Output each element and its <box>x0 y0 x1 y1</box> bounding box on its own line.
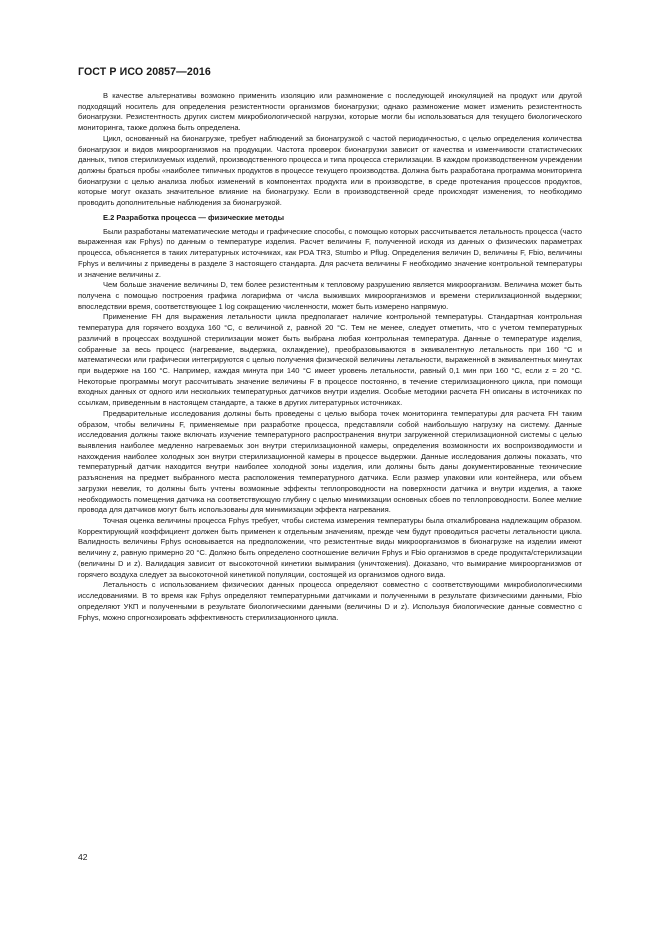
page-number: 42 <box>78 852 88 862</box>
paragraph: Предварительные исследования должны быть проведены с целью выбора точек мониторинга температуры для расчета FH таким образом, чтобы величины F, применяемые при разработке процесса, представляли собой наибольшую нагрузку на систему. Данные исследования должны также включать изучение температурного распространения внутри загруженной стерилизационной системы с целью выявления наиболее медленно нагреваемых зон внутри стерилизационной камеры, определения возможности их воспроизводимости и нахождения наиболее холодных зон внутри стерилизационной камеры в процессе выдержки. Данные исследования должны показать, что температурный датчик находится внутри наиболее холодной зоны изделия, или должны быть даны документированные технические разъяснения на предмет выбранного места расположения температурного датчика. Если размер упаковки или контейнера, или объем загрузки невелик, то должны быть учтены возможные эффекты теплопроводности на поверхности датчика и внутри изделия, а также необходимость помещения датчика на соответствующую глубину с целью минимизации основных сбоев по теплопроводности. Более мелкие провода для датчиков могут быть использованы для минимизации эффекта нагревания. <box>78 408 582 515</box>
document-body <box>78 91 582 623</box>
paragraph: Цикл, основанный на бионагрузке, требует наблюдений за бионагрузкой с частой периодичностью, с целью определения количества бионагрузок и видов микроорганизмов на продукции. Частота проверок бионагрузки зависит от качества и изменчивости статистических данных, типов стерилизуемых изделий, производственного процесса и типа процесса стерилизации. В каждом производственном учреждении должны браться пробы «наиболее типичных продуктов в процессе текущего производства. Должна быть разработана программа мониторинга бионагрузки с целью анализа любых изменений в компонентах продукта или в производстве, в среде протекания процессов продуктов, которые могут оказать значительное влияние на бионагрузку. Если в производственной среде происходят изменения, то необходимо проводить дополнительные наблюдения за бионагрузкой. <box>78 133 582 208</box>
page-title: ГОСТ Р ИСО 20857—2016 <box>78 66 211 78</box>
paragraph: Чем больше значение величины D, тем более резистентным к тепловому разрушению является микроорганизм. Величина может быть получена с помощью построения графика логарифма от числа выживших микроорганизмов и времени стерилизационной выдержки; впоследствии время, соответствующее 1 log сокращению численности, может быть измерено напрямую. <box>78 280 582 311</box>
paragraph: В качестве альтернативы возможно применить изоляцию или размножение с последующей инокуляцией на продукт или другой подходящий носитель для определения резистентности организмов бионагрузки; однако размножение может изменить резистентность бионагрузки. Резистентность других систем микробиологической нагрузки, которые могли бы использоваться для текущего биологического мониторинга, также должна быть определена. <box>78 91 582 133</box>
paragraph: Точная оценка величины процесса Fphys требует, чтобы система измерения температуры была откалибрована надлежащим образом. Корректирующий коэффициент должен быть применен к отдельным значениям, прежде чем будут проводиться расчеты летальности цикла. Валидность величины Fphys основывается на предположении, что резистентные виды микроорганизмов в бионагрузке на изделии имеют величину z, равную примерно 20 °С. Должно быть определено соотношение величин Fphys и Fbio организмов в среде продукта/стерилизации (величины D и z). Валидация зависит от высокоточной кинетики вымирания (уничтожения). Доказано, что вымирание микроорганизмов от горячего воздуха следует за высокоточной кинетикой популяции, состоящей из организмов одного вида. <box>78 516 582 579</box>
section-heading: Е.2 Разработка процесса — физические методы <box>103 212 285 222</box>
paragraph: Летальность с использованием физических данных процесса определяют совместно с соответствующими микробиологическими исследованиями. В то время как Fphys определяют температурными датчиками и полученными в результате физическими данными, Fbio определяют УКП и полученными в результате биологическими данными (величины D и z). Используя биологические данные совместно с Fphys, можно спрогнозировать эффективность стерилизационного цикла. <box>78 580 582 622</box>
paragraph: Применение FH для выражения летальности цикла предполагает наличие контрольной температуры. Стандартная контрольная температура для горячего воздуха 160 °С, с величиной z, равной 20 °С. Тем не менее, следует отметить, что с учетом температурных различий в процессах воздушной стерилизации может быть выбрана любая контрольная температура. Данные о температуре изделия, собранные за весь процесс (нагревание, выдержка, охлаждение), преобразовываются в эквивалентную летальность при 160 °С и математически или графически интегрируются с целью получения физической величины летальности, выраженной в эквивалентных минутах при выдержке на 160 °С. Например, каждая минута при 140 °С имеет уровень летальности, равный 0,1 мин при 160 °С, если z = 20 °С. Некоторые программы могут рассчитывать значение величины F в процессе постоянно, в течение стерилизационного цикла, при помощи входных данных от одного или нескольких температурных датчиков внутри изделия. Особые методики расчета FH описаны в источниках по ссылкам, приведенным в настоящем стандарте, а также в других литературных источниках. <box>78 312 582 408</box>
paragraph: Были разработаны математические методы и графические способы, с помощью которых рассчитывается летальность процесса (часто выраженная как Fphys) по данным о температуре изделия. Расчет величины F, полученной исходя из данных о физических параметрах процесса, объясняется в таких литературных источниках, как PDA TR3, Stumbo и Pflug. Определения величин D, величины F, Fbio, величины Fphys и величины z приведены в разделе 3 настоящего стандарта. Для расчета величины F необходимо значение контрольной температуры и значение величины z. <box>78 226 582 279</box>
